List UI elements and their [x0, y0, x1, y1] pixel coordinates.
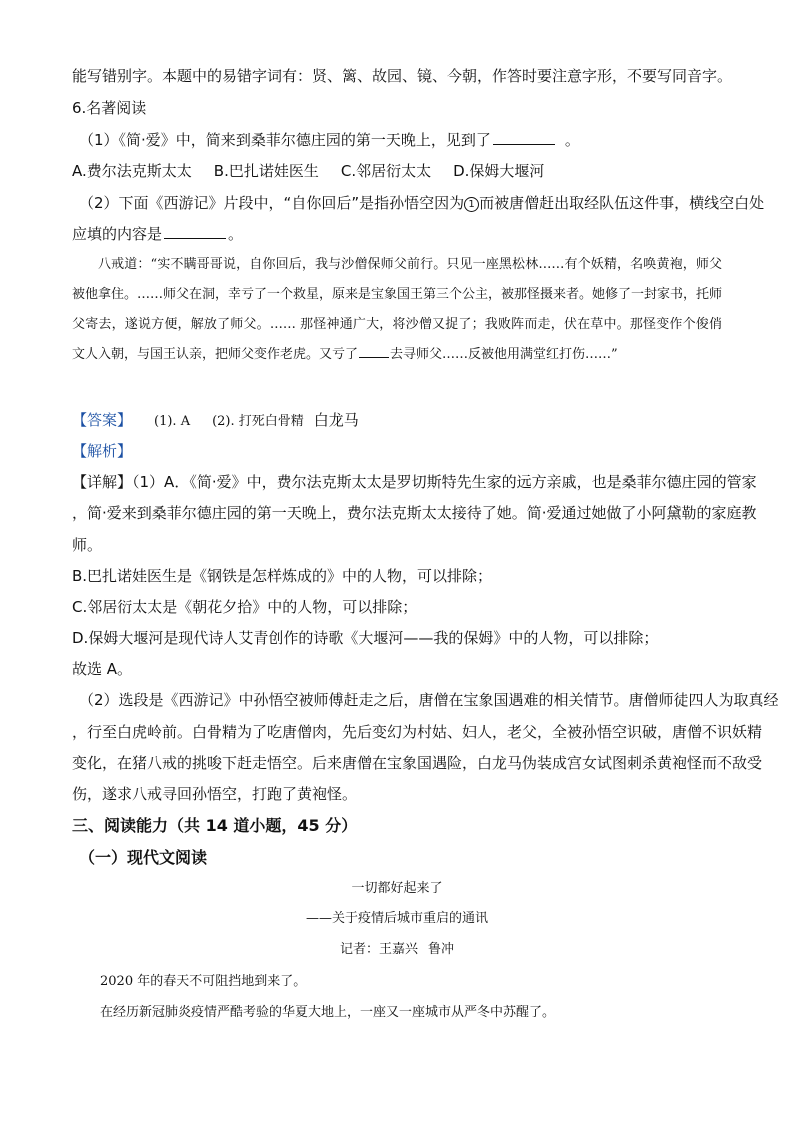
excerpt-text-2: 去寻师父……反被他用满堂红打伤……”: [390, 347, 618, 362]
q6-2-stem-text-3: 应填的内容是: [72, 225, 163, 243]
article-paragraph-2: 在经历新冠肺炎疫情严酷考验的华夏大地上，一座又一座城市从严冬中苏醒了。: [100, 1005, 556, 1020]
article-title: 一切都好起来了: [351, 881, 443, 896]
detail-line-2: ，简·爱来到桑菲尔德庄园的第一天晚上，费尔法克斯太太接待了她。简·爱通过她做了小阿黛勒的家庭教: [72, 504, 757, 522]
question-6-1-stem: [79, 130, 580, 150]
question-6-title: 6.名著阅读: [72, 99, 147, 117]
reporters-label: 记者：: [339, 942, 379, 957]
detail-option-d: D.保姆大堰河是现代诗人艾青创作的诗歌《大堰河——我的保姆》中的人物，可以排除；: [72, 629, 659, 647]
answer-item-1: (1). A: [154, 414, 191, 429]
q6-2-stem-text: （2）下面《西游记》片段中，“自你回后”是指孙悟空因为: [79, 194, 465, 212]
detail-tag: 【详解】: [72, 473, 133, 491]
answer-tag: 【答案】: [72, 411, 133, 429]
question-6-2-stem-line2: [72, 224, 243, 244]
option-c: C.邻居衍太太: [340, 162, 432, 180]
answer-line: [72, 410, 359, 432]
xiyouji-excerpt: [72, 250, 722, 370]
detail-2-line-2: ，行至白虎岭前。白骨精为了吃唐僧肉，先后变幻为村姑、妇人，老父，全被孙悟空识破，唐僧不识妖精: [72, 723, 763, 741]
question-6-1-options: [72, 161, 544, 181]
detail-2-line-1: （2）选段是《西游记》中孙悟空被师傅赶走之后，唐僧在宝象国遇难的相关情节。唐僧师徒四人为取真经: [79, 691, 779, 709]
option-a: A.费尔法克斯太太: [72, 162, 192, 180]
q6-1-stem-text: （1）《简·爱》中，简来到桑菲尔德庄园的第一天晚上，见到了: [79, 131, 491, 149]
detail-2-line-4: 伤，遂求八戒寻回孙悟空，打跑了黄袍怪。: [72, 785, 358, 803]
excerpt-blank: [359, 345, 389, 358]
answer-blank: [493, 130, 555, 145]
article-subtitle: ——关于疫情后城市重启的通讯: [305, 911, 488, 926]
detail-line-1: [72, 472, 757, 492]
q6-1-stem-end: 。: [564, 131, 580, 149]
question-6-2-stem-line1: [79, 193, 764, 213]
q6-2-stem-end: 。: [228, 225, 244, 243]
detail-option-c: C.邻居衍太太是《朝花夕拾》中的人物，可以排除；: [72, 598, 418, 616]
answer-blank: [164, 224, 226, 239]
q6-2-stem-text-2: 而被唐僧赶出取经队伍这件事，横线空白处: [479, 194, 765, 212]
section-3-subtitle: （一）现代文阅读: [79, 848, 208, 867]
reporter-2: 鲁冲: [428, 942, 455, 957]
answer-item-2: (2). 打死白骨精: [212, 414, 304, 429]
section-3-title: 三、阅读能力（共 14 道小题，45 分）: [72, 816, 358, 835]
detail-line-3: 师。: [72, 536, 103, 554]
detail-choose: 故选 A。: [72, 660, 133, 678]
intro-line: 能写错别字。本题中的易错字词有：贤、篱、故园、镜、今朝，作答时要注意字形，不要写同音字。: [72, 67, 733, 85]
analysis-tag: 【解析】: [72, 442, 133, 460]
option-d: D.保姆大堰河: [453, 162, 545, 180]
answer-item-3: 白龙马: [313, 411, 359, 429]
article-paragraph-1: 2020 年的春天不可阻挡地到来了。: [100, 974, 307, 989]
reporter-1: 王嘉兴: [378, 942, 418, 957]
detail-text-1: （1）A．《简·爱》中，费尔法克斯太太是罗切斯特先生家的远方亲戚，也是桑菲尔德庄园的管家: [132, 473, 757, 491]
detail-2-line-3: 变化，在猪八戒的挑唆下赶走悟空。后来唐僧在宝象国遇险，白龙马伪装成宫女试图刺杀黄袍怪而不敌受: [72, 754, 763, 772]
circled-number-mark: 1: [464, 197, 479, 212]
detail-option-b: B.巴扎诺娃医生是《钢铁是怎样炼成的》中的人物，可以排除；: [72, 567, 493, 585]
article-reporters: [0, 941, 794, 959]
excerpt-text-1: 八戒道：“实不瞒哥哥说，自你回后，我与沙僧保师父前行。只见一座黑松林……有个妖精，名唤黄袍，师父被他拿住。……师父在洞，幸亏了一个救星，原来是宝象国王第三个公主，被那怪摄来者。她修了一封家书，托师父寄去，遂说方便，解放了师父。…… 那怪神通广大，将沙僧又捉了；我败阵而走，伏在草中。那怪变作个俊俏文人入朝，与国王认亲，把师父变作老虎。又亏了: [72, 257, 723, 362]
option-b: B.巴扎诺娃医生: [213, 162, 319, 180]
